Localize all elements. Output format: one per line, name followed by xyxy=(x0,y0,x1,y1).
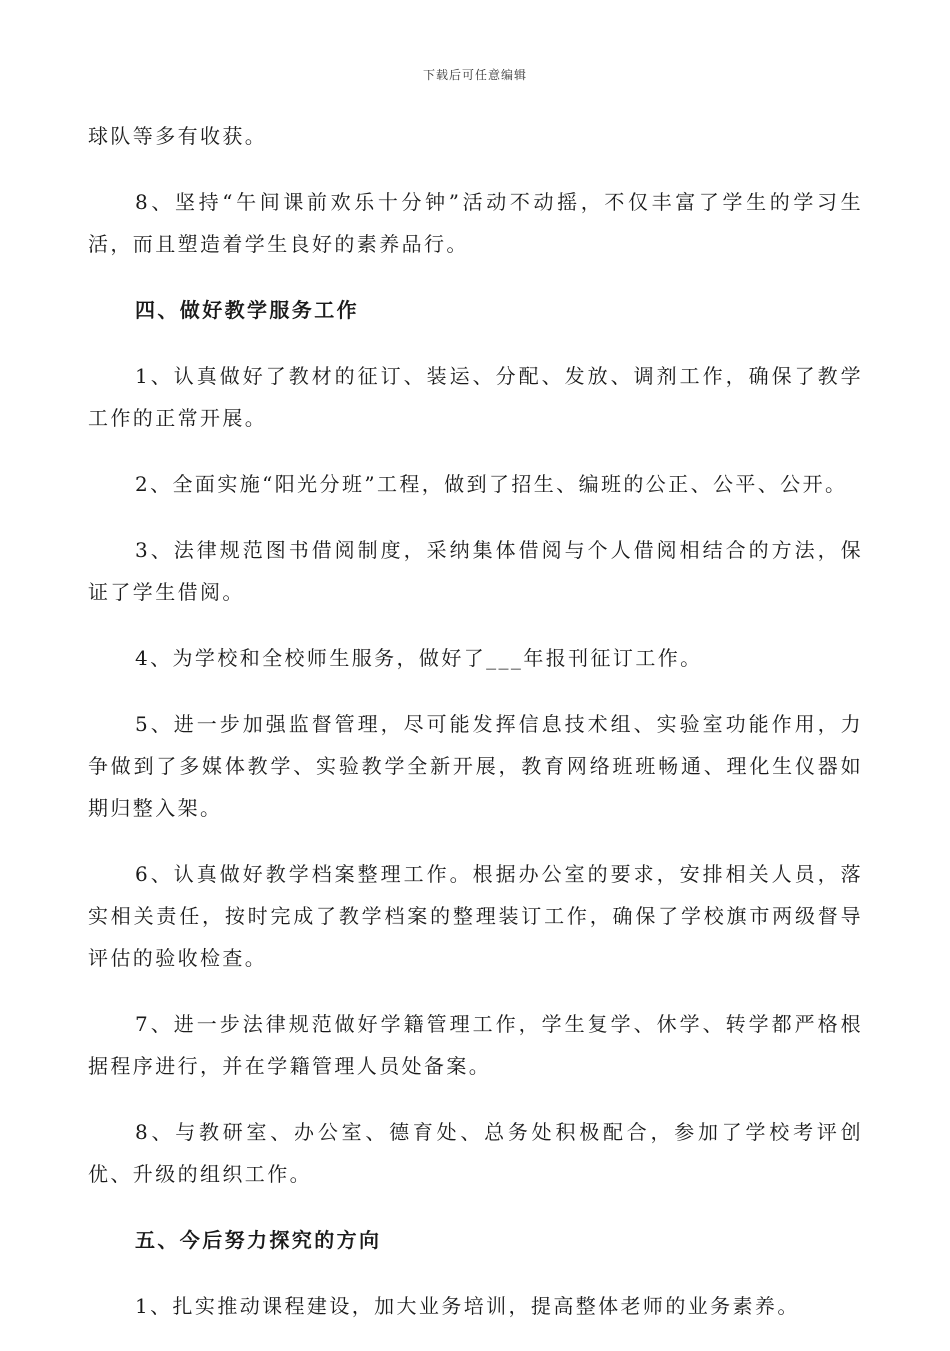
section4-item-7: 7、进一步法律规范做好学籍管理工作，学生复学、休学、转学都严格根据程序进行，并在学籍管理人员处备案。 xyxy=(88,1012,863,1078)
section-heading-4: 四、做好教学服务工作 xyxy=(135,298,359,322)
paragraph-continuation: 球队等多有收获。 xyxy=(88,124,268,148)
section4-item-2: 2、全面实施“阳光分班”工程，做到了招生、编班的公正、公平、公开。 xyxy=(135,472,848,496)
section4-item-1: 1、认真做好了教材的征订、装运、分配、发放、调剂工作，确保了教学工作的正常开展。 xyxy=(88,364,863,430)
document-body xyxy=(88,115,863,1351)
page-header: 下载后可任意编辑 xyxy=(422,68,527,82)
section5-item-1: 1、扎实推动课程建设，加大业务培训，提高整体老师的业务素养。 xyxy=(135,1294,800,1318)
paragraph-item-8: 8、坚持“午间课前欢乐十分钟”活动不动摇，不仅丰富了学生的学习生活，而且塑造着学生良好的素养品行。 xyxy=(88,190,863,256)
section4-item-4: 4、为学校和全校师生服务，做好了___年报刊征订工作。 xyxy=(135,646,703,670)
section-heading-5: 五、今后努力探究的方向 xyxy=(135,1228,382,1252)
section4-item-6: 6、认真做好教学档案整理工作。根据办公室的要求，安排相关人员，落实相关责任，按时完成了教学档案的整理装订工作，确保了学校旗市两级督导评估的验收检查。 xyxy=(88,862,863,970)
section4-item-8: 8、与教研室、办公室、德育处、总务处积极配合，参加了学校考评创优、升级的组织工作。 xyxy=(88,1120,863,1186)
section4-item-5: 5、进一步加强监督管理，尽可能发挥信息技术组、实验室功能作用，力争做到了多媒体教学、实验教学全新开展，教育网络班班畅通、理化生仪器如期归整入架。 xyxy=(88,712,863,820)
section4-item-3: 3、法律规范图书借阅制度，采纳集体借阅与个人借阅相结合的方法，保证了学生借阅。 xyxy=(88,538,863,604)
